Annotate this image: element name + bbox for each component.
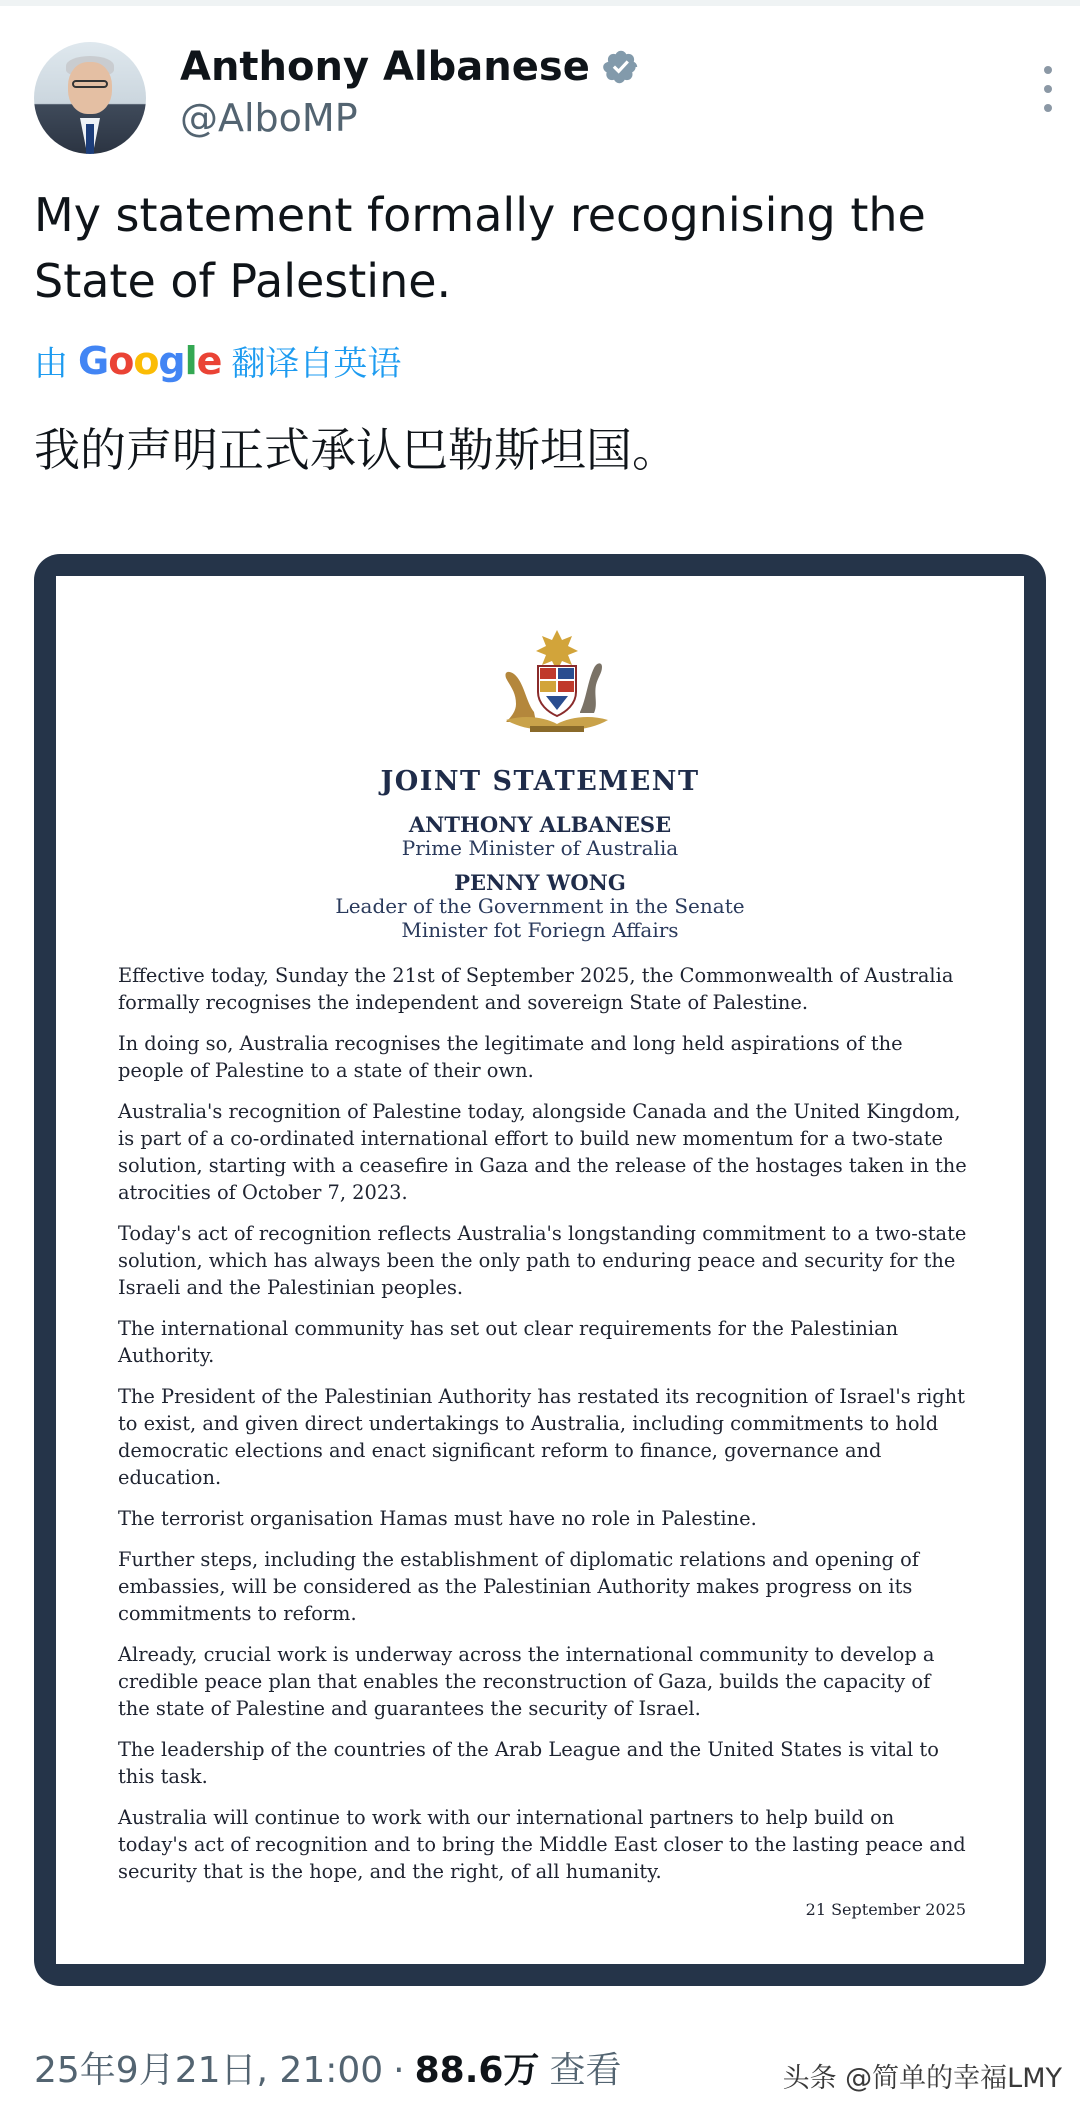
statement-image[interactable] [34,554,1046,1986]
signatory2-name: PENNY WONG [454,870,626,895]
statement-date: 21 September 2025 [805,1900,966,1919]
statement-paragraph: Further steps, including the establishment of diplomatic relations and opening of embassies, will be considered as the Palestinian Authority makes progress on its commitments to reform. [118,1548,919,1625]
verified-badge-icon [602,48,640,86]
statement-body [118,948,968,1885]
signatory1-name: ANTHONY ALBANESE [408,812,672,837]
statement-paragraph: The leadership of the countries of the Arab League and the United States is vital to this task. [118,1738,939,1788]
statement-title: JOINT STATEMENT [380,766,700,797]
meta-separator: · [393,2050,405,2091]
coat-of-arms-icon [490,624,624,734]
translated-text: 我的声明正式承认巴勒斯坦国。 [34,423,678,477]
watermark: 头条 @简单的幸福LMY [782,2063,1062,2094]
translation-attribution[interactable] [34,336,401,385]
statement-paragraph: The President of the Palestinian Authority has restated its recognition of Israel's right to exist, and given direct undertakings to Australia, including commitments to hold democratic elections and enact significant reform to finance, governance and education. [118,1385,965,1489]
translate-suffix: 翻译自英语 [231,344,402,384]
google-logo: Google [78,338,222,383]
more-vertical-icon[interactable] [1036,66,1060,112]
signatory1-role: Prime Minister of Australia [401,836,679,860]
tweet-meta [34,2042,621,2093]
statement-paragraph: Already, crucial work is underway across the international community to develop a credible peace plan that enables the reconstruction of Gaza, builds the capacity of the state of Palestine and guarantees the security of Israel. [118,1643,935,1720]
avatar[interactable] [34,42,146,154]
signatory2-role-2: Minister fot Foriegn Affairs [401,918,679,942]
statement-paragraph: Today's act of recognition reflects Australia's longstanding commitment to a two-state solution, which has always been the only path to enduring peace and security for the Israeli and the Palestinian peoples. [118,1222,967,1299]
statement-paragraph: Australia will continue to work with our international partners to help build on today's act of recognition and to bring the Middle East closer to the lasting peace and security that is the hope, and the right, of all humanity. [118,1806,966,1883]
author-name-row[interactable] [180,44,640,90]
view-count: 88.6万 [414,2050,540,2091]
statement-document [56,576,1024,1964]
statement-paragraph: Australia's recognition of Palestine today, alongside Canada and the United Kingdom, is part of a co-ordinated international effort to build new momentum for a two-state solution, starting with a ceasefire in Gaza and the release of the hostages taken in the atrocities of October 7, 2023. [118,1100,967,1204]
statement-paragraph: Effective today, Sunday the 21st of September 2025, the Commonwealth of Australia formally recognises the independent and sovereign State of Palestine. [118,964,954,1014]
signatory2-role-1: Leader of the Government in the Senate [335,894,745,918]
view-count-label: 查看 [549,2050,622,2091]
author-display-name[interactable]: Anthony Albanese [180,44,590,90]
tweet-text: My statement formally recognising the State of Palestine. [34,188,926,308]
statement-paragraph: The international community has set out clear requirements for the Palestinian Authority. [118,1317,899,1367]
tweet-timestamp[interactable]: 25年9月21日, 21:00 [34,2050,384,2091]
translate-prefix: 由 [34,344,68,384]
statement-paragraph: In doing so, Australia recognises the legitimate and long held aspirations of the people of Palestine to a state of their own. [118,1032,903,1082]
top-divider [0,0,1080,6]
author-handle[interactable]: @AlboMP [180,96,358,140]
statement-paragraph: The terrorist organisation Hamas must have no role in Palestine. [118,1507,757,1530]
